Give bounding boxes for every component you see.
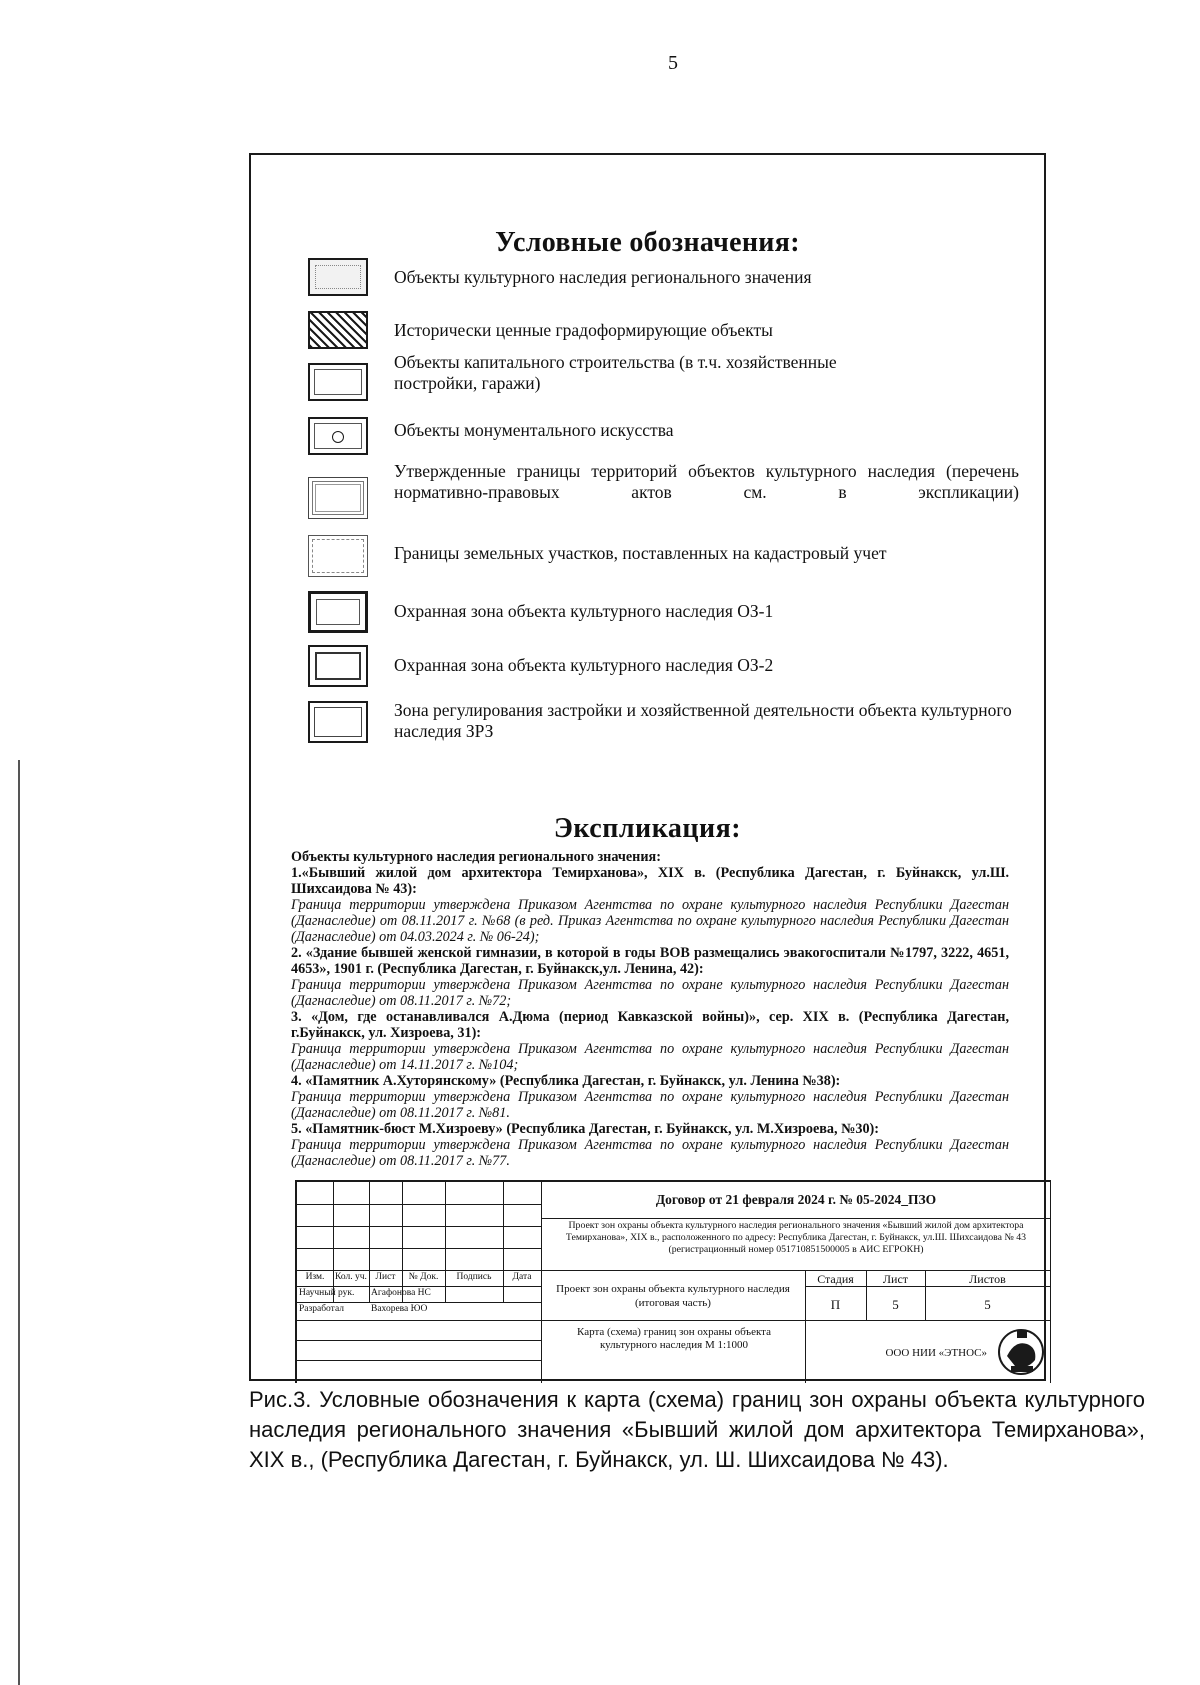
col-header: Лист xyxy=(375,1272,396,1282)
explication-entry-note: Граница территории утверждена Приказом Агентства по охране культурного наследия Республики Дагестан (Дагнаследие) от 08.11.2017 г. №72; xyxy=(291,977,1009,1009)
stage-header: Стадия xyxy=(817,1272,854,1286)
legend-label: Охранная зона объекта культурного наследия ОЗ-2 xyxy=(394,655,774,675)
hatched-symbol xyxy=(308,311,368,349)
explication-heading: Объекты культурного наследия регионального значения: xyxy=(291,849,661,865)
land-plot-symbol xyxy=(308,535,368,577)
legend-label: Границы земельных участков, поставленных на кадастровый учет xyxy=(394,543,887,563)
legend-label: Зона регулирования застройки и хозяйственной деятельности объекта культурного наследия ЗРЗ xyxy=(394,700,1012,741)
legend-label: Объекты культурного наследия регионального значения xyxy=(394,267,812,287)
role-person: Вахорева ЮО xyxy=(371,1304,428,1314)
explication-entry-note: Граница территории утверждена Приказом Агентства по охране культурного наследия Республики Дагестан (Дагнаследие) от 14.11.2017 г. №104; xyxy=(291,1041,1009,1073)
approved-boundary-symbol xyxy=(308,477,368,519)
project-description: Проект зон охраны объекта культурного наследия регионального значения «Бывший жилой дом архитектора Темирханова», XIX в., расположенного по адресу: Республика Дагестан, г. Буйнакск, ул.Ш. Шихсаидова № 43 (регистрационный номер 051710851500005 в АИС ЕГРОКН) xyxy=(565,1220,1027,1255)
zrz-zone-symbol xyxy=(308,701,368,743)
explication-text xyxy=(291,849,1009,1169)
legend-title: Условные обозначения: xyxy=(495,227,800,258)
project-name: Проект зон охраны объекта культурного наследия (итоговая часть) xyxy=(556,1283,790,1309)
legend-label: Утвержденные границы территорий объектов культурного наследия (перечень нормативно-правовых актов см. в экспликации) xyxy=(394,461,1019,502)
explication-entry-name: 3. «Дом, где останавливался А.Дюма (период Кавказской войны)», сер. XIX в. (Республика Дагестан, г.Буйнакск, ул. Хизроева, 31): xyxy=(291,1009,1009,1041)
legend-label: Объекты монументального искусства xyxy=(394,420,674,440)
explication-entry-name: 5. «Памятник-бюст М.Хизроеву» (Республика Дагестан, г. Буйнакск, ул. М.Хизроева, №30): xyxy=(291,1121,879,1137)
stage-value: П xyxy=(830,1297,841,1312)
role-label: Научный рук. xyxy=(299,1288,355,1298)
legend-label: Исторически ценные градоформирующие объекты xyxy=(394,320,773,340)
sheets-header: Листов xyxy=(969,1272,1006,1286)
col-header: Подпись xyxy=(456,1272,492,1282)
explication-entry-name: 4. «Памятник А.Хуторянскому» (Республика Дагестан, г. Буйнакск, ул. Ленина №38): xyxy=(291,1073,841,1089)
title-block xyxy=(295,1180,1051,1383)
legend-label: Охранная зона объекта культурного наследия ОЗ-1 xyxy=(394,601,774,621)
role-person: Агафонова НС xyxy=(371,1288,431,1298)
explication-entry-note: Граница территории утверждена Приказом Агентства по охране культурного наследия Республики Дагестан (Дагнаследие) от 08.11.2017 г. №68 (в ред. Приказ Агентства по охране культурного наследия Республики Дагестан (Дагнаследие) от 04.03.2024 г. № 06-24); xyxy=(291,897,1009,945)
oz2-zone-symbol xyxy=(308,645,368,687)
col-header: Кол. уч. xyxy=(335,1272,367,1282)
page-number: 5 xyxy=(668,52,678,74)
explication-entry-name: 2. «Здание бывшей женской гимназии, в которой в годы ВОВ размещались эвакогоспитали №1797, 3222, 4651, 4653», 1901 г. (Республика Дагестан, г. Буйнакск,ул. Ленина, 42): xyxy=(291,945,1009,977)
oz1-zone-symbol xyxy=(308,591,368,633)
sheet-header: Лист xyxy=(882,1272,909,1286)
sheets-value: 5 xyxy=(984,1297,991,1312)
col-header: Изм. xyxy=(305,1272,325,1282)
map-sheet-frame xyxy=(249,153,1046,1381)
legend-label: Объекты капитального строительства (в т.ч. хозяйственные постройки, гаражи) xyxy=(394,352,837,393)
contract-number: Договор от 21 февраля 2024 г. № 05-2024_ПЗО xyxy=(655,1192,937,1207)
scan-edge-line xyxy=(18,760,20,1685)
company-name: ООО НИИ «ЭТНОС» xyxy=(885,1347,987,1359)
cultural-heritage-symbol xyxy=(308,258,368,296)
sheet-value: 5 xyxy=(892,1297,899,1312)
explication-entry-note: Граница территории утверждена Приказом Агентства по охране культурного наследия Республики Дагестан (Дагнаследие) от 08.11.2017 г. №81. xyxy=(291,1089,1009,1121)
map-name: Карта (схема) границ зон охраны объекта культурного наследия М 1:1000 xyxy=(577,1326,771,1351)
explication-title: Экспликация: xyxy=(553,813,742,844)
company-logo xyxy=(997,1326,1045,1378)
col-header: № Док. xyxy=(408,1272,439,1282)
role-label: Разработал xyxy=(299,1304,344,1314)
monument-symbol xyxy=(308,417,368,455)
explication-entry-name: 1.«Бывший жилой дом архитектора Темирханова», XIX в. (Республика Дагестан, г. Буйнакск, ул.Ш. Шихсаидова № 43): xyxy=(291,865,1009,897)
explication-entry-note: Граница территории утверждена Приказом Агентства по охране культурного наследия Республики Дагестан (Дагнаследие) от 08.11.2017 г. №77. xyxy=(291,1137,1009,1169)
figure-caption: Рис.3. Условные обозначения к карта (схема) границ зон охраны объекта культурного наследия регионального значения «Бывший жилой дом архитектора Темирханова», XIX в., (Республика Дагестан, г. Буйнакск, ул. Ш. Шихсаидова № 43). xyxy=(249,1387,1145,1472)
col-header: Дата xyxy=(512,1272,532,1282)
building-outline-symbol xyxy=(308,363,368,401)
